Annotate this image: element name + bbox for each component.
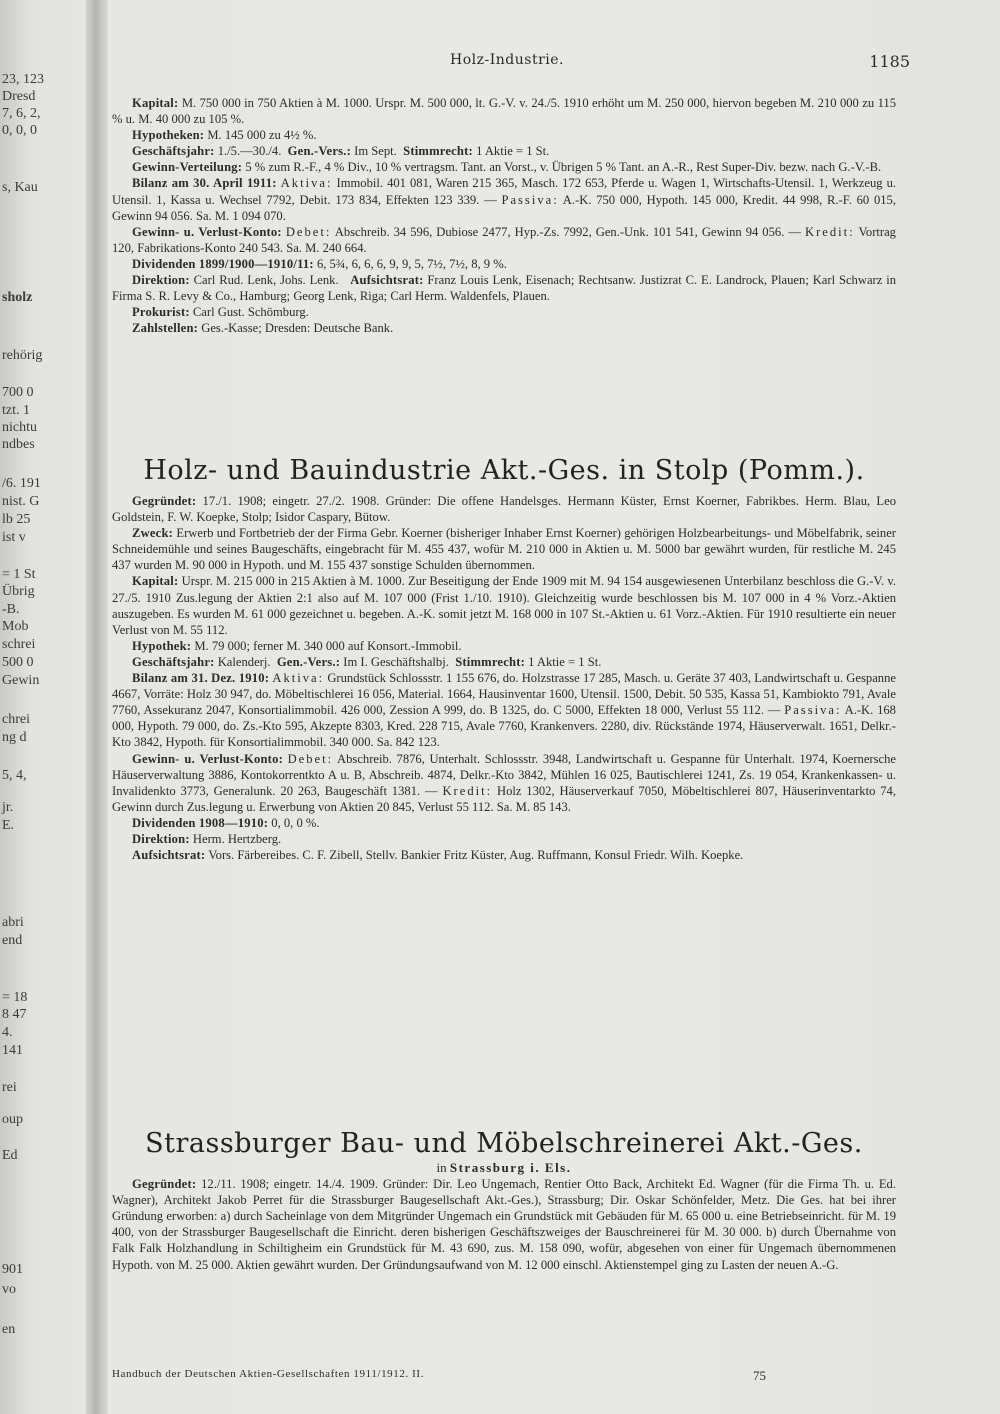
previous-page-line: vo	[2, 1282, 16, 1297]
previous-page-line: 4.	[2, 1025, 13, 1040]
entry-aufsichtsrat: Aufsichtsrat: Vors. Färbereibes. C. F. Zibell, Stellv. Bankier Fritz Küster, Aug. Ruffmann, Konsul Friedr. Wilh. Koepke.	[132, 848, 744, 863]
previous-page-line: en	[2, 1322, 16, 1337]
entry-kapital: Kapital: M. 750 000 in 750 Aktien à M. 1000. Urspr. M. 500 000, lt. G.-V. v. 24./5. 1910 erhöht um M. 250 000, hiervon begeben M. 210 000 zu 115 % u. M. 40 000 zu 105 %.	[112, 96, 896, 127]
previous-page-line: abri	[2, 915, 24, 930]
previous-page-line: Übrig	[2, 584, 35, 599]
entry-prokurist: Prokurist: Carl Gust. Schömburg.	[132, 305, 309, 320]
entry-direktion: Direktion: Carl Rud. Lenk, Johs. Lenk. Aufsichtsrat: Franz Louis Lenk, Eisenach; Rechtsanw. Justizrat C. E. Landrock, Plauen; Karl Schwarz in Firma S. R. Levy & Co., Hamburg; Georg Lenk, Riga; Carl Herm. Waldenfels, Plauen.	[112, 273, 896, 304]
entry-gegruendet: Gegründet: 12./11. 1908; eingetr. 14./4. 1909. Gründer: Dir. Leo Ungemach, Rentier Otto Back, Architekt Ed. Wagner (für die Firma Th. u. Ed. Wagner), Architekt Jakob Perret für die Strassburger Baugesellschaft Akt.-Ges.), Strassburg; Dir. Oskar Schönfelder, Metz. Die Ges. hat bei ihrer Gründung erworben: a) durch Sacheinlage von dem Mitgründer Ungemach ein Grundstück mit Gebäuden für M. 65 000 u. eine Betriebseinricht. für M. 19 400, von der Strassburger Baugesellschaft die Einricht. deren bisherigen Geschäftszweiges der Bauschreinerei für M. 30 000. b) durch Übernahme von Falk Falk Holzhandlung in Schiltigheim ein Grundstück für M. 43 690, zus. M. 158 090, wofür, abgesehen von einer für Ungemach übernommenen Hypoth. von M. 25 000. Aktien gewährt wurden. Der Gründungsaufwand von M. 12 000 einschl. Aktienstempel ging zu Lasten der neuen A.-G.	[112, 1177, 896, 1272]
previous-page-line: E.	[2, 818, 15, 833]
previous-page-fragment	[0, 0, 88, 1414]
previous-page-line: sholz	[2, 290, 33, 305]
previous-page-line: s, Kau	[2, 180, 38, 195]
previous-page-line: 500 0	[2, 655, 34, 670]
previous-page-line: nist. G	[2, 494, 40, 509]
entry-kapital: Kapital: Urspr. M. 215 000 in 215 Aktien à M. 1000. Zur Beseitigung der Ende 1909 mit M. 94 154 ausgewiesenen Unterbilanz beschloss die G.-V. v. 27./5. 1910 Zus.legung der Aktien 2:1 also auf M. 107 000 (Frist 1./10. 1910). Gleichzeitig wurde beschlossen bis M. 107 000 in 4 % Vorz.-Aktien auszugeben. Es wurden M. 61 000 gezeichnet u. begeben. A.-K. somit jetzt M. 168 000 in 107 St.-Aktien u. 61 Vorz.-Aktien. Für 1910 resultierte ein neuer Verlust von M. 55 112.	[112, 574, 896, 637]
previous-page-line: Dresd	[2, 89, 36, 104]
previous-page-line: chrei	[2, 712, 30, 727]
page-footer	[112, 1368, 896, 1386]
previous-page-line: ist v	[2, 530, 26, 545]
entry-gewinn-verlust-konto: Gewinn- u. Verlust-Konto: Debet: Abschreib. 34 596, Dubiose 2477, Hyp.-Zs. 7992, Gen.-Unk. 101 541, Gewinn 94 056. — Kredit: Vortrag 120, Fabrikations-Konto 240 543. Sa. M. 240 664.	[112, 224, 896, 255]
previous-page-line: 5, 4,	[2, 768, 27, 783]
previous-page-line: 901	[2, 1262, 23, 1277]
entry-gegruendet: Gegründet: 17./1. 1908; eingetr. 27./2. 1908. Gründer: Die offene Handelsges. Hermann Küster, Ernst Koerner, Fabrikbes. Herm. Blau, Leo Goldstein, F. W. Koepke, Stolp; Isidor Caspary, Bütow.	[112, 494, 896, 525]
previous-page-line: 7, 6, 2,	[2, 106, 41, 121]
entry-zahlstellen: Zahlstellen: Ges.-Kasse; Dresden: Deutsche Bank.	[132, 321, 394, 336]
entry-geschaeftsjahr: Geschäftsjahr: Kalenderj. Gen.-Vers.: Im I. Geschäftshalbj. Stimmrecht: 1 Aktie = 1 St.	[132, 654, 602, 669]
previous-page-line: rehörig	[2, 348, 43, 363]
previous-page-line: ndbes	[2, 437, 35, 452]
previous-page-line: schrei	[2, 637, 36, 652]
previous-page-line: = 18	[2, 990, 28, 1005]
running-header	[112, 52, 910, 72]
entry-hypothek: Hypothek: M. 79 000; ferner M. 340 000 auf Konsort.-Immobil.	[132, 638, 462, 653]
running-title: Holz-Industrie.	[450, 52, 564, 68]
previous-page-line: -B.	[2, 602, 20, 617]
company-place: in Strassburg i. Els.	[436, 1160, 572, 1175]
entry-geschaeftsjahr: Geschäftsjahr: 1./5.—30./4. Gen.-Vers.: Im Sept. Stimmrecht: 1 Aktie = 1 St.	[132, 144, 550, 159]
entry-bilanz: Bilanz am 31. Dez. 1910: Aktiva: Grundstück Schlossstr. 1 155 676, do. Holzstrasse 17 285, Masch. u. Geräte 37 403, Landwirtschaft u. Gespanne 4667, Vorräte: Holz 30 947, do. Möbeltischlerei 16 056, Material. 1664, Hausinventar 1600, Utensil. 1500, Debit. 50 535, Kassa 51, Kambiokto 791, Avale 7760, Assekuranz 2047, Konsortialimmobil. 426 000, Zession A 999, do. B 1325, do. C 5000, Effekten 18 000, Verlust 55 112. — Passiva: A.-K. 168 000, Hypoth. 79 000, do. Zs.-Kto 595, Akzepte 8303, Kred. 228 715, Avale 7760, Krankenvers. 2280, div. Rückstände 1974, Häuserverwalt. 1651, Delkr.-Kto 3842, Hypoth. für Konsortialimmobil. 340 000. Sa. 842 123.	[112, 671, 896, 750]
page-number: 1185	[869, 52, 910, 71]
previous-page-line: lb 25	[2, 512, 31, 527]
entry-holz-bauindustrie-stolp	[112, 455, 896, 863]
previous-page-line: tzt. 1	[2, 403, 30, 418]
company-title: Holz- und Bauindustrie Akt.-Ges. in Stolp (Pomm.).	[143, 455, 865, 486]
previous-page-line: Mob	[2, 619, 29, 634]
entry-bilanz: Bilanz am 30. April 1911: Aktiva: Immobil. 401 081, Waren 215 365, Masch. 172 653, Pferde u. Wagen 1, Wirtschafts-Utensil. 1, Werkzeug u. Utensil. 1, Kassa u. Wechsel 7792, Debit. 173 834, Effekten 123 339. — Passiva: A.-K. 750 000, Hypoth. 145 000, Kredit. 44 998, R.-F. 60 015, Gewinn 94 056. Sa. M. 1 094 070.	[112, 176, 897, 223]
entry-strassburger-bau	[112, 1128, 896, 1273]
company-title: Strassburger Bau- und Möbelschreinerei Akt.-Ges.	[145, 1128, 863, 1159]
previous-page-line: = 1 St	[2, 567, 36, 582]
previous-page-line: oup	[2, 1112, 23, 1127]
entry-hypotheken: Hypotheken: M. 145 000 zu 4½ %.	[132, 128, 317, 143]
previous-page-line: nichtu	[2, 420, 37, 435]
footer-source: Handbuch der Deutschen Aktien-Gesellschaften 1911/1912. II.	[112, 1368, 425, 1380]
previous-page-line: Ed	[2, 1148, 18, 1163]
book-gutter	[86, 0, 108, 1414]
previous-page-line: end	[2, 933, 23, 948]
previous-page-line: 700 0	[2, 385, 34, 400]
entry-direktion: Direktion: Herm. Hertzberg.	[132, 831, 282, 846]
entry-dividenden: Dividenden 1908—1910: 0, 0, 0 %.	[132, 815, 320, 830]
previous-page-line: /6. 191	[2, 476, 41, 491]
entry-gewinn-verteilung: Gewinn-Verteilung: 5 % zum R.-F., 4 % Div., 10 % vertragsm. Tant. an Vorst., v. Übrigen 5 % Tant. an A.-R., Rest Super-Div. bezw. nach G.-V.-B.	[132, 160, 882, 175]
entry-gewinn-verlust-konto: Gewinn- u. Verlust-Konto: Debet: Abschreib. 7876, Unterhalt. Schlossstr. 3948, Landwirtschaft u. Gespanne für Unterhalt. 1974, Koernersche Häuserverwaltung 3886, Kontokorrentkto A u. B, Abschreib. 4874, Delkr.-Kto 3842, Mühlen 16 025, Bautischlerei 1241, Zs. 19 054, Krankenkassen- u. Invalidenkto 3773, Generalunk. 20 263, Baugeschäft 1381. — Kredit: Holz 1302, Häuserverkauf 7050, Möbeltischlerei 807, Häuserinventarkto 74, Gewinn durch Zus.legung u. Erwerbung von Aktien 20 845, Verlust 55 112. Sa. M. 85 143.	[112, 751, 896, 814]
previous-page-line: ng d	[2, 730, 27, 745]
footer-signature-number: 75	[753, 1368, 766, 1383]
entry-zweck: Zweck: Erwerb und Fortbetrieb der der Firma Gebr. Koerner (bisheriger Inhaber Ernst Koerner) gehörigen Holzbearbeitungs- und Möbelfabrik, seiner Schneidemühle und seines Baugeschäfts, eingebracht für M. 455 437, wofür M. 210 000 in Aktien u. M. 5000 bar gewährt wurden, für restliche M. 245 437 wurden M. 90 000 in Hypoth. und M. 155 437 sonstige Schulden übernommen.	[112, 526, 897, 573]
entry-dividenden: Dividenden 1899/1900—1910/11: 6, 5¾, 6, 6, 6, 9, 9, 5, 7½, 7½, 8, 9 %.	[132, 256, 507, 271]
previous-page-line: 8 47	[2, 1007, 27, 1022]
previous-page-line: Gewin	[2, 673, 40, 688]
previous-page-line: rei	[2, 1080, 17, 1095]
previous-page-line: 23, 123	[2, 72, 44, 87]
previous-page-line: 0, 0, 0	[2, 123, 37, 138]
entry-continuation	[112, 95, 896, 336]
previous-page-line: jr.	[2, 800, 14, 815]
previous-page-line: 141	[2, 1043, 23, 1058]
